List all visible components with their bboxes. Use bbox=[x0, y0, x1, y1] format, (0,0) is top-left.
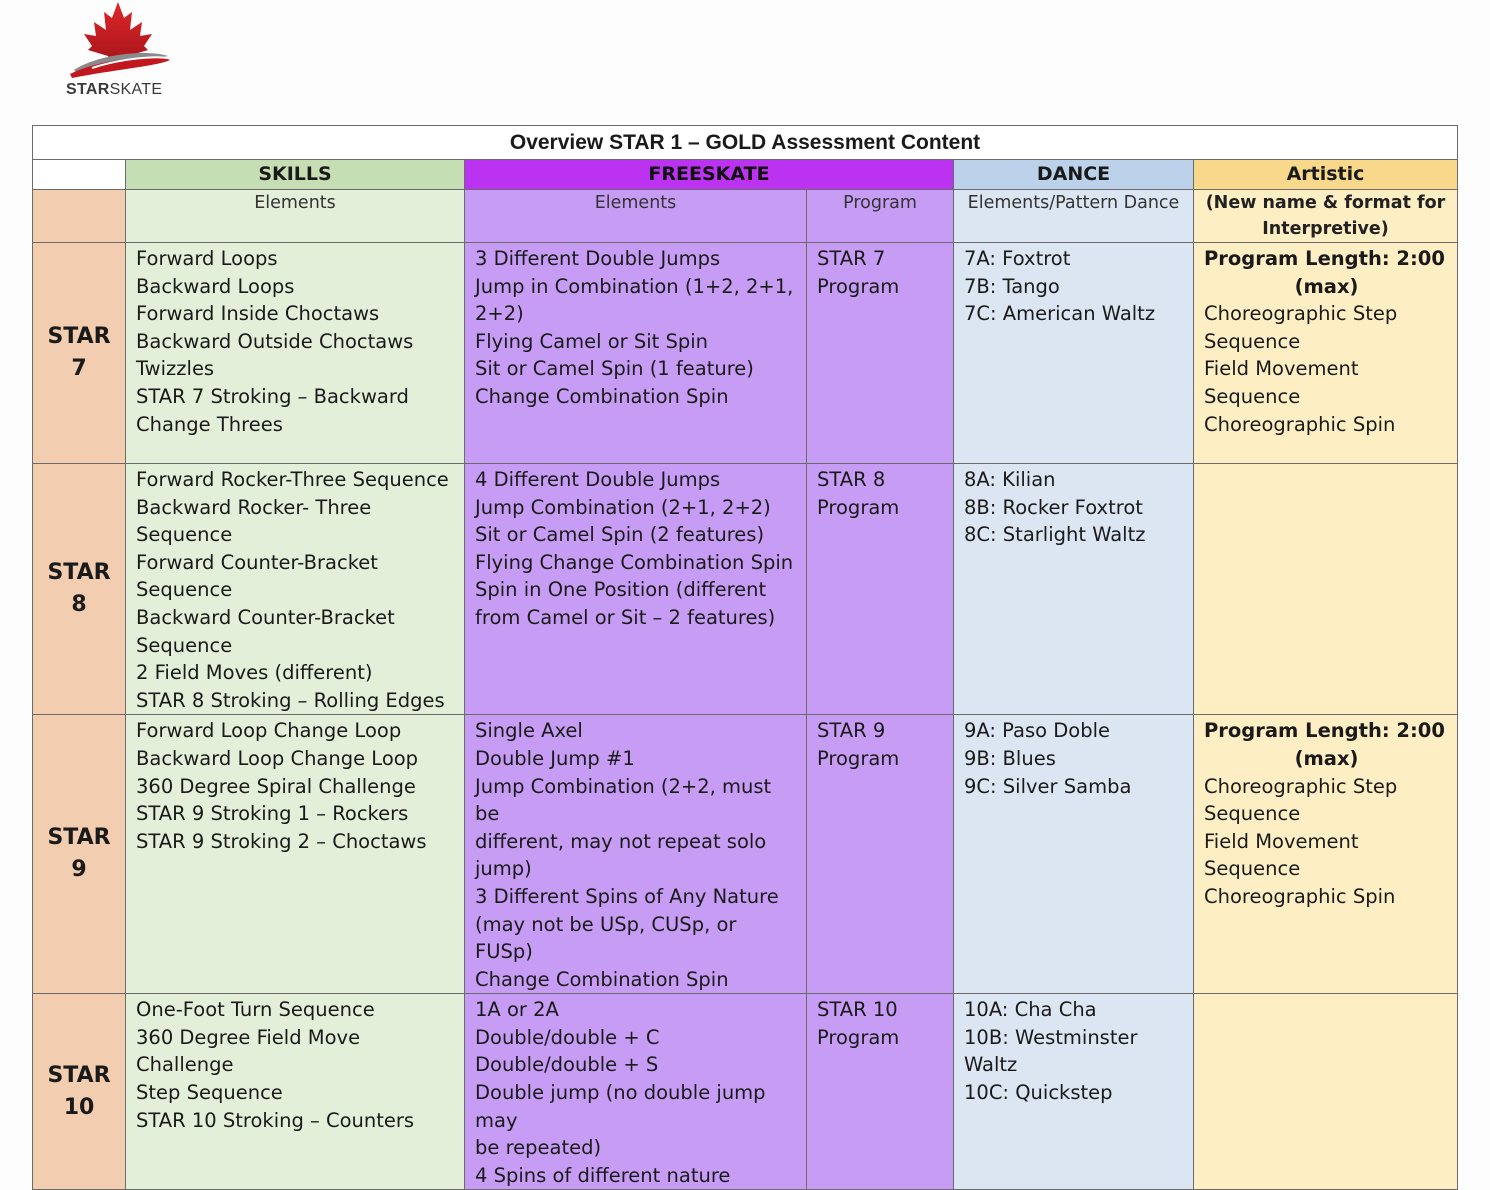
subheader-skills-elements: Elements bbox=[126, 190, 465, 243]
dance-cell bbox=[954, 464, 1194, 715]
skills-item: Forward Inside Choctaws bbox=[136, 302, 380, 326]
program-item: STAR 8 bbox=[817, 468, 886, 491]
subheader-freeskate-elements: Elements bbox=[465, 190, 807, 243]
skills-cell bbox=[126, 243, 465, 464]
freeskate-program-cell bbox=[807, 243, 954, 464]
artistic-cell bbox=[1194, 464, 1458, 715]
subheader-blank bbox=[33, 190, 126, 243]
skills-item: Forward Rocker-Three Sequence bbox=[136, 468, 449, 491]
freeskate-item: Jump Combination (2+1, 2+2) bbox=[475, 495, 771, 519]
star-level-text: 8 bbox=[71, 592, 87, 618]
freeskate-item: Sit or Camel Spin (2 features) bbox=[475, 523, 765, 547]
header-artistic: Artistic bbox=[1194, 160, 1458, 190]
program-item: Program bbox=[817, 1025, 900, 1049]
freeskate-item: Spin in One Position (different bbox=[475, 578, 767, 602]
freeskate-program-cell bbox=[807, 464, 954, 715]
program-item: STAR 7 bbox=[817, 247, 886, 270]
star-level-label bbox=[33, 464, 126, 715]
artistic-cell bbox=[1194, 715, 1458, 994]
assessment-table bbox=[32, 125, 1458, 1190]
dance-item: 7B: Tango bbox=[964, 274, 1060, 298]
star-level-text: STAR bbox=[47, 560, 111, 586]
skills-item: 360 Degree Spiral Challenge bbox=[136, 774, 416, 798]
table-row bbox=[33, 715, 1458, 994]
dance-item: Waltz bbox=[964, 1053, 1018, 1077]
subheader-artistic-note: (New name & format for Interpretive) bbox=[1194, 190, 1458, 243]
freeskate-elements-cell bbox=[465, 994, 807, 1190]
artistic-item: Field Movement bbox=[1204, 357, 1359, 381]
skills-item: Forward Loops bbox=[136, 247, 278, 270]
freeskate-item: Change Combination Spin bbox=[475, 384, 729, 408]
skills-item: Backward Loops bbox=[136, 274, 295, 298]
freeskate-item: Jump in Combination (1+2, 2+1, bbox=[475, 274, 794, 298]
header-freeskate: FREESKATE bbox=[465, 160, 954, 190]
artistic-item: Choreographic Step bbox=[1204, 302, 1398, 326]
artistic-cell bbox=[1194, 243, 1458, 464]
freeskate-elements-cell bbox=[465, 464, 807, 715]
dance-item: 9B: Blues bbox=[964, 746, 1056, 770]
header-blank bbox=[33, 160, 126, 190]
artistic-item: Sequence bbox=[1204, 384, 1301, 408]
skills-item: Step Sequence bbox=[136, 1081, 283, 1105]
star-level-text: 9 bbox=[71, 857, 87, 883]
freeskate-item: jump) bbox=[475, 857, 532, 881]
dance-item: 7C: American Waltz bbox=[964, 302, 1156, 326]
freeskate-item: different, may not repeat solo bbox=[475, 829, 767, 853]
artistic-item: Choreographic Spin bbox=[1204, 884, 1396, 908]
freeskate-elements-cell bbox=[465, 243, 807, 464]
artistic-item: Sequence bbox=[1204, 802, 1301, 826]
star-level-text: STAR bbox=[47, 825, 111, 851]
skills-item: Backward Counter-Bracket bbox=[136, 605, 395, 629]
table-row bbox=[33, 994, 1458, 1190]
freeskate-item: Single Axel bbox=[475, 719, 583, 743]
skills-cell bbox=[126, 715, 465, 994]
skills-item: Forward Counter-Bracket bbox=[136, 550, 378, 574]
dance-item: 10B: Westminster bbox=[964, 1025, 1138, 1049]
table-row bbox=[33, 464, 1458, 715]
program-length-text: (max) bbox=[1294, 746, 1359, 770]
skills-item: Sequence bbox=[136, 633, 233, 657]
table-title: Overview STAR 1 – GOLD Assessment Content bbox=[33, 126, 1458, 160]
skills-item: 2 Field Moves (different) bbox=[136, 661, 373, 685]
freeskate-program-cell bbox=[807, 715, 954, 994]
star-level-text: STAR bbox=[47, 324, 111, 349]
skills-item: Backward Rocker- Three Sequence bbox=[136, 495, 378, 547]
artistic-item: Field Movement bbox=[1204, 829, 1359, 853]
program-item: Program bbox=[817, 495, 900, 519]
star-level-label bbox=[33, 243, 126, 464]
dance-item: 10A: Cha Cha bbox=[964, 998, 1097, 1022]
program-length-text: (max) bbox=[1294, 274, 1359, 298]
skills-item: Change Threes bbox=[136, 412, 283, 436]
freeskate-item: Sit or Camel Spin (1 feature) bbox=[475, 357, 754, 381]
freeskate-item: Flying Change Combination Spin bbox=[475, 550, 794, 574]
star-level-text: 7 bbox=[71, 356, 87, 381]
program-length-text: Program Length: 2:00 bbox=[1204, 247, 1445, 270]
star-level-label bbox=[33, 715, 126, 994]
skills-item: STAR 7 Stroking – Backward bbox=[136, 384, 409, 408]
program-item: Program bbox=[817, 746, 900, 770]
subheader-dance-elements: Elements/Pattern Dance bbox=[954, 190, 1194, 243]
skills-item: 360 Degree Field Move Challenge bbox=[136, 1025, 367, 1077]
skills-item: One-Foot Turn Sequence bbox=[136, 998, 375, 1022]
artistic-cell bbox=[1194, 994, 1458, 1190]
skills-cell bbox=[126, 464, 465, 715]
skills-item: STAR 9 Stroking 1 – Rockers bbox=[136, 802, 409, 826]
freeskate-item: from Camel or Sit – 2 features) bbox=[475, 605, 776, 629]
freeskate-item: Double jump (no double jump may bbox=[475, 1081, 772, 1132]
program-item: STAR 9 bbox=[817, 719, 886, 743]
skills-item: Backward Loop Change Loop bbox=[136, 746, 419, 770]
starskate-logo bbox=[62, 0, 182, 110]
dance-item: 7A: Foxtrot bbox=[964, 247, 1071, 270]
skills-item: Sequence bbox=[136, 578, 233, 602]
freeskate-item: Double/double + S bbox=[475, 1053, 659, 1077]
dance-item: 8B: Rocker Foxtrot bbox=[964, 495, 1143, 519]
program-item: Program bbox=[817, 274, 900, 298]
skills-item: STAR 8 Stroking – Rolling Edges bbox=[136, 688, 445, 712]
skills-item: Forward Loop Change Loop bbox=[136, 719, 402, 743]
dance-cell bbox=[954, 715, 1194, 994]
subheader-freeskate-program: Program bbox=[807, 190, 954, 243]
header-dance: DANCE bbox=[954, 160, 1194, 190]
star-level-label bbox=[33, 994, 126, 1190]
table-row bbox=[33, 243, 1458, 464]
dance-cell bbox=[954, 243, 1194, 464]
header-skills: SKILLS bbox=[126, 160, 465, 190]
freeskate-item: Flying Camel or Sit Spin bbox=[475, 329, 709, 353]
skills-item: STAR 9 Stroking 2 – Choctaws bbox=[136, 829, 427, 853]
program-length-text: Program Length: 2:00 bbox=[1204, 719, 1445, 743]
freeskate-item: Double/double + C bbox=[475, 1025, 660, 1049]
dance-cell bbox=[954, 994, 1194, 1190]
star-level-text: STAR bbox=[47, 1062, 111, 1088]
freeskate-item: Double Jump #1 bbox=[475, 746, 635, 770]
skills-item: STAR 10 Stroking – Counters bbox=[136, 1108, 415, 1132]
program-item: STAR 10 bbox=[817, 998, 898, 1022]
maple-leaf-icon bbox=[62, 0, 182, 85]
artistic-item: Choreographic Spin bbox=[1204, 412, 1396, 436]
dance-item: 8C: Starlight Waltz bbox=[964, 523, 1146, 547]
freeskate-item: 4 Different Double Jumps bbox=[475, 468, 721, 491]
freeskate-item: be repeated) bbox=[475, 1136, 602, 1160]
freeskate-item: 3 Different Spins of Any Nature bbox=[475, 884, 779, 908]
logo-wordmark: STARSKATE bbox=[66, 81, 163, 98]
skills-cell bbox=[126, 994, 465, 1190]
artistic-item: Sequence bbox=[1204, 329, 1301, 353]
skills-item: Backward Outside Choctaws bbox=[136, 329, 414, 353]
star-level-text: 10 bbox=[63, 1094, 95, 1120]
artistic-item: Choreographic Step bbox=[1204, 774, 1398, 798]
freeskate-item: 2+2) bbox=[475, 302, 524, 326]
skills-item: Twizzles bbox=[136, 357, 215, 381]
freeskate-item: (may not be USp, CUSp, or FUSp) bbox=[475, 912, 743, 964]
freeskate-elements-cell bbox=[465, 715, 807, 994]
freeskate-item: 4 Spins of different nature bbox=[475, 1163, 731, 1187]
artistic-item: Sequence bbox=[1204, 857, 1301, 881]
freeskate-item: 1A or 2A bbox=[475, 998, 559, 1022]
freeskate-item: Change Combination Spin bbox=[475, 967, 729, 991]
freeskate-item: 3 Different Double Jumps bbox=[475, 247, 721, 270]
dance-item: 9C: Silver Samba bbox=[964, 774, 1132, 798]
dance-item: 10C: Quickstep bbox=[964, 1081, 1113, 1105]
dance-item: 8A: Kilian bbox=[964, 468, 1056, 491]
freeskate-item: Jump Combination (2+2, must be bbox=[475, 774, 778, 826]
dance-item: 9A: Paso Doble bbox=[964, 719, 1111, 743]
freeskate-program-cell bbox=[807, 994, 954, 1190]
